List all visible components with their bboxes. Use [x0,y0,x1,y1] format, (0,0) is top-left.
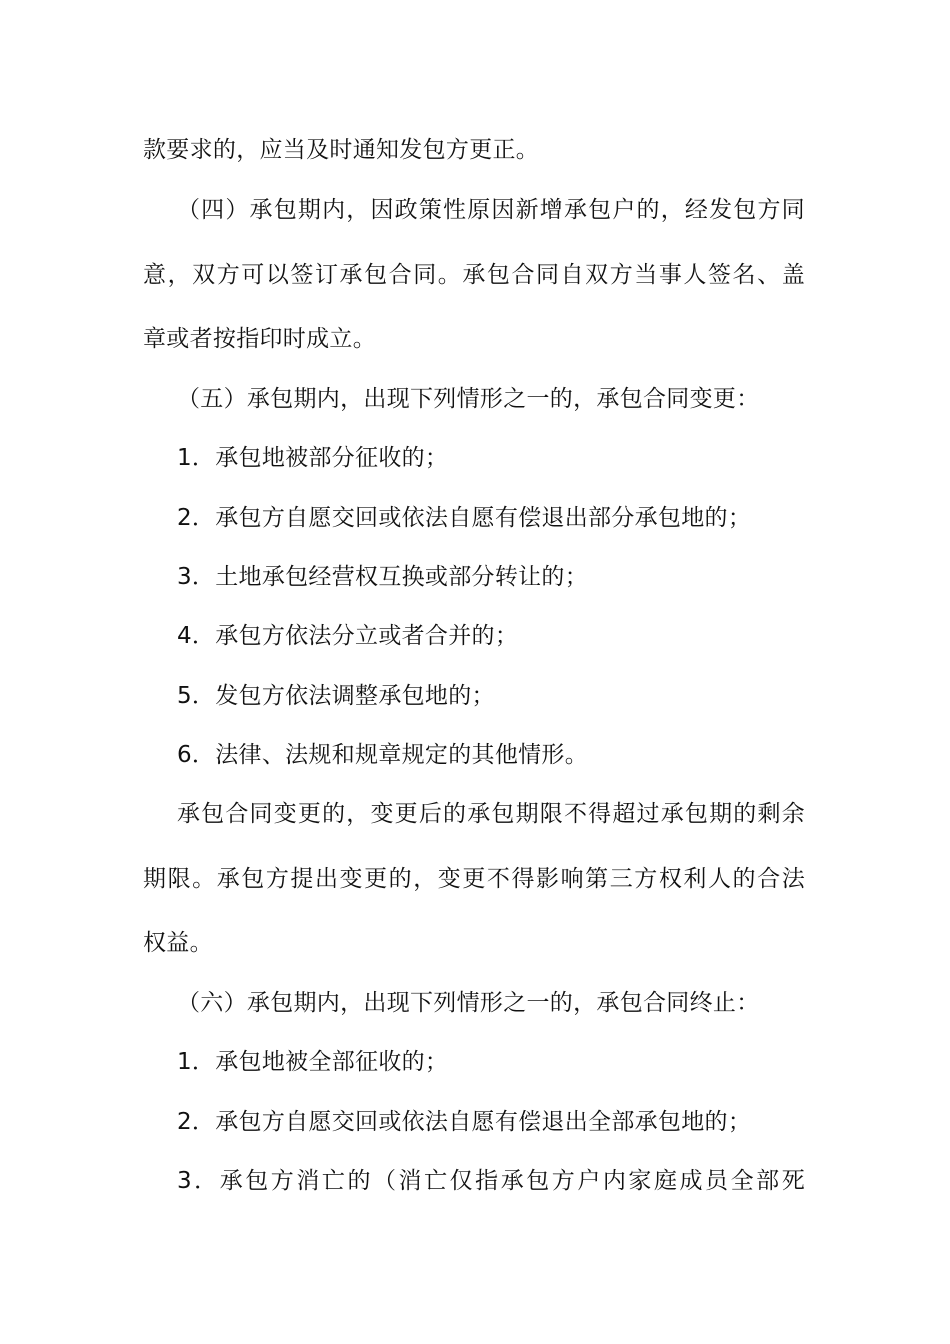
text-line-7: 2．承包方自愿交回或依法自愿有偿退出部分承包地的； [177,505,752,531]
text-line-17: 2．承包方自愿交回或依法自愿有偿退出全部承包地的； [177,1109,752,1135]
text-line-12: 承包合同变更的，变更后的承包期限不得超过承包期的剩余 [177,801,805,827]
text-line-9: 4．承包方依法分立或者合并的； [177,623,519,649]
text-line-14: 权益。 [143,930,213,956]
text-line-18: 3．承包方消亡的（消亡仅指承包方户内家庭成员全部死 [177,1168,805,1194]
text-line-11: 6．法律、法规和规章规定的其他情形。 [177,742,589,768]
text-line-2: （四）承包期内，因政策性原因新增承包户的，经发包方同 [177,197,805,223]
text-line-16: 1．承包地被全部征收的； [177,1049,449,1075]
text-line-8: 3．土地承包经营权互换或部分转让的； [177,564,589,590]
text-line-10: 5．发包方依法调整承包地的； [177,683,495,709]
text-line-15: （六）承包期内，出现下列情形之一的，承包合同终止： [177,990,760,1016]
text-line-6: 1．承包地被部分征收的； [177,445,449,471]
text-line-3: 意，双方可以签订承包合同。承包合同自双方当事人签名、盖 [143,262,805,288]
text-line-1: 款要求的，应当及时通知发包方更正。 [143,137,540,163]
text-line-4: 章或者按指印时成立。 [143,326,376,352]
text-line-5: （五）承包期内，出现下列情形之一的，承包合同变更： [177,386,760,412]
text-line-13: 期限。承包方提出变更的，变更不得影响第三方权利人的合法 [143,866,805,892]
